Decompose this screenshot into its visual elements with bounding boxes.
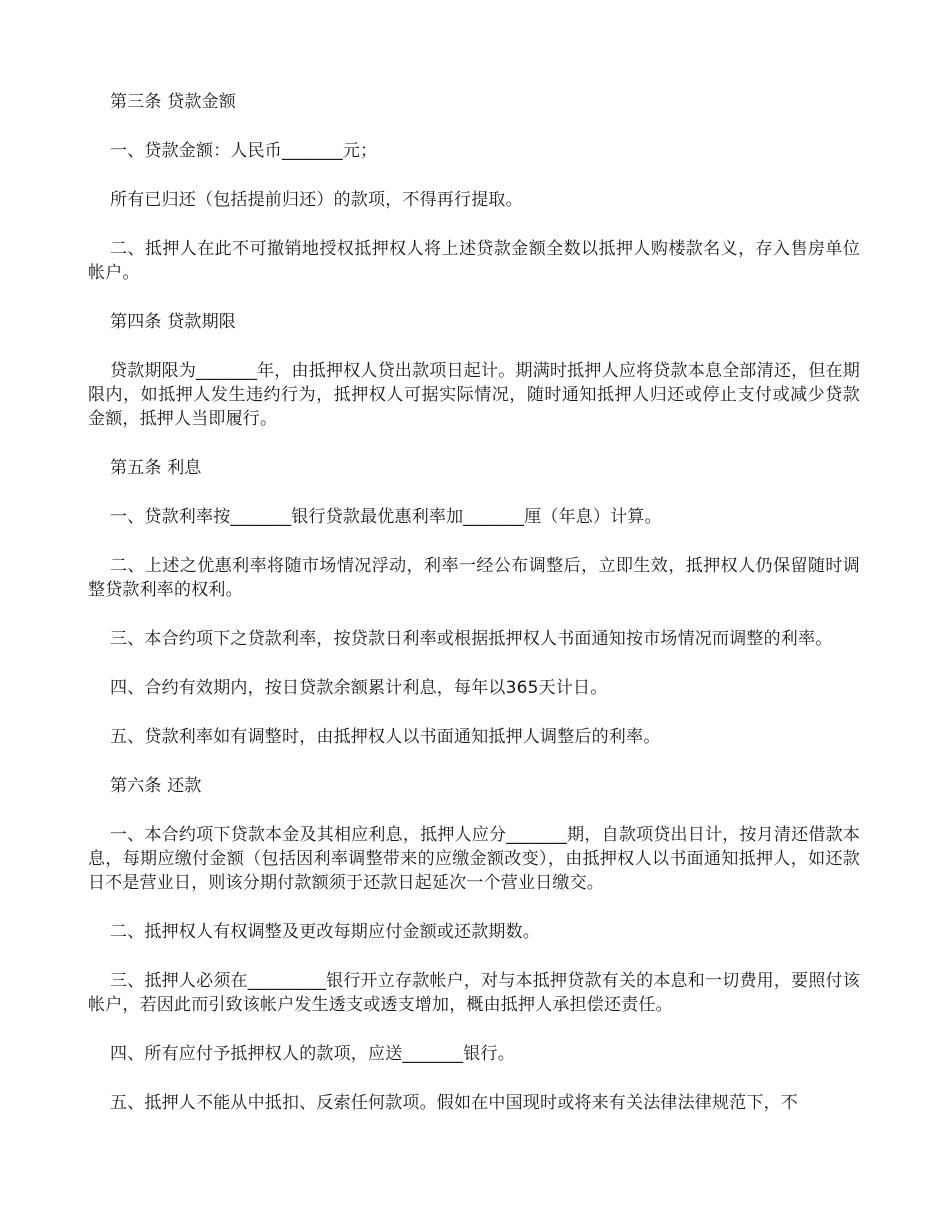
article-4-body: 贷款期限为_______年，由抵押权人贷出款项日起计。期满时抵押人应将贷款本息全部清还，但在期限内，如抵押人发生违约行为，抵押权人可据实际情况，随时通知抵押人归还或停止支付或减少贷款金额，抵押人当即履行。 <box>88 361 860 429</box>
article-5-clause-2: 二、上述之优惠利率将随市场情况浮动，利率一经公布调整后，立即生效，抵押权人仍保留随时调整贷款利率的权利。 <box>88 556 860 600</box>
article-5-clause-3: 三、本合约项下之贷款利率，按贷款日利率或根据抵押权人书面通知按市场情况而调整的利率。 <box>110 629 833 649</box>
article-3-clause-1-note: 所有已归还（包括提前归还）的款项，不得再行提取。 <box>110 190 523 210</box>
article-5-clause-4: 四、合约有效期内，按日贷款余额累计利息，每年以365天计日。 <box>110 678 608 698</box>
article-6-clause-4: 四、所有应付予抵押权人的款项，应送_______银行。 <box>110 1044 515 1064</box>
article-6-clause-5: 五、抵押人不能从中抵扣、反索任何款项。假如在中国现时或将来有关法律法律规范下，不 <box>110 1093 798 1113</box>
article-5-heading: 第五条 利息 <box>110 458 202 478</box>
article-6-clause-3: 三、抵押人必须在_________银行开立存款帐户，对与本抵押贷款有关的本息和一切费用，要照付该帐户，若因此而引致该帐户发生透支或透支增加，概由抵押人承担偿还责任。 <box>88 971 860 1015</box>
article-6-clause-1: 一、本合约项下贷款本金及其相应利息，抵押人应分_______期，自款项贷出日计，按月清还借款本息，每期应缴付金额（包括因利率调整带来的应缴金额改变），由抵押权人以书面通知抵押人，如还款日不是营业日，则该分期付款额须于还款日起延次一个营业日缴交。 <box>88 825 860 893</box>
article-5-clause-1: 一、贷款利率按_______银行贷款最优惠利率加_______厘（年息）计算。 <box>110 507 662 527</box>
article-6-clause-2: 二、抵押权人有权调整及更改每期应付金额或还款期数。 <box>110 922 540 942</box>
article-5-clause-5: 五、贷款利率如有调整时，由抵押权人以书面通知抵押人调整后的利率。 <box>110 727 661 747</box>
document-body <box>88 90 860 1140</box>
article-6-heading: 第六条 还款 <box>110 776 202 796</box>
article-4-heading: 第四条 贷款期限 <box>110 312 237 332</box>
article-3-heading: 第三条 贷款金额 <box>110 92 237 112</box>
article-3-clause-2: 二、抵押人在此不可撤销地授权抵押权人将上述贷款金额全数以抵押人购楼款名义，存入售房单位帐户。 <box>88 239 860 283</box>
article-3-clause-1: 一、贷款金额：人民币_______元； <box>110 141 378 161</box>
